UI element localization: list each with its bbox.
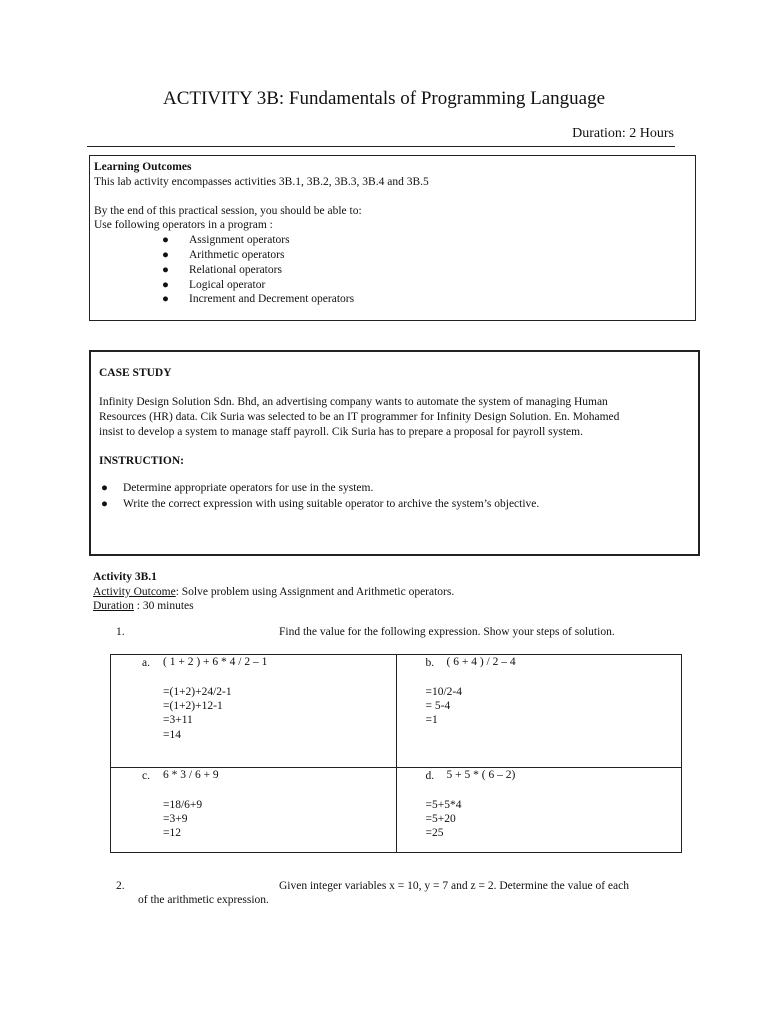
instruction-heading: INSTRUCTION: — [99, 455, 184, 467]
learning-outcomes-box — [89, 155, 696, 321]
bullet-icon: ● — [162, 278, 169, 291]
page-title: ACTIVITY 3B: Fundamentals of Programming Language — [162, 88, 606, 109]
bullet-icon: ● — [162, 234, 169, 247]
bullet-icon: ● — [162, 248, 169, 261]
learning-outcomes-heading: Learning Outcomes — [94, 161, 192, 173]
activity-heading: Activity 3B.1 — [93, 571, 157, 583]
bullet-icon: ● — [162, 263, 169, 276]
steps-c: =18/6+9 =3+9 =12 — [163, 799, 203, 840]
question-2-number: 2. — [116, 880, 125, 892]
steps-a: =(1+2)+24/2-1 =(1+2)+12-1 =3+11 =14 — [163, 686, 232, 741]
solution-cell-d: d. 5 + 5 * ( 6 – 2) =5+5*4 =5+20 =25 — [396, 768, 682, 853]
steps-d: =5+5*4 =5+20 =25 — [425, 799, 462, 840]
list-item: ● Determine appropriate operators for use in the system. — [101, 482, 374, 494]
operator-list — [94, 233, 691, 307]
activity-info — [93, 570, 454, 614]
question-1-number: 1. — [116, 626, 125, 638]
list-item: ● Arithmetic operators — [162, 248, 285, 261]
expression-d: 5 + 5 * ( 6 – 2) — [446, 769, 516, 781]
list-item: ● Write the correct expression with using suitable operator to archive the system’s objective. — [101, 498, 540, 510]
learning-outcomes-line3: Use following operators in a program : — [94, 219, 273, 232]
solution-cell-b: b. ( 6 + 4 ) / 2 – 4 =10/2-4 = 5-4 =1 — [396, 655, 682, 768]
duration-label: Duration: 2 Hours — [572, 126, 674, 141]
solution-table — [110, 654, 682, 853]
steps-b: =10/2-4 = 5-4 =1 — [425, 686, 463, 727]
bullet-icon: ● — [162, 293, 169, 306]
question-1-text: Find the value for the following expression. Show your steps of solution. — [279, 626, 615, 638]
solution-cell-c: c. 6 * 3 / 6 + 9 =18/6+9 =3+9 =12 — [111, 768, 397, 853]
case-study-paragraph: Infinity Design Solution Sdn. Bhd, an advertising company wants to automate the system of managing Human Resources (HR) data. Cik Suria was selected to be an IT programmer for Infinity Design Solution. En. Mohamed insist to develop a system to manage staff payroll. Cik Suria has to prepare a proposal for payroll system. — [99, 396, 620, 438]
solution-cell-a: a. ( 1 + 2 ) + 6 * 4 / 2 – 1 =(1+2)+24/2-1 =(1+2)+12-1 =3+11 =14 — [111, 655, 397, 768]
learning-outcomes-line2: By the end of this practical session, you should be able to: — [94, 204, 362, 217]
question-2-text-continued: of the arithmetic expression. — [138, 894, 269, 906]
title-divider — [87, 146, 675, 147]
list-item: ● Relational operators — [162, 263, 282, 276]
list-item: ● Logical operator — [162, 278, 266, 291]
case-study-box — [89, 350, 700, 556]
expression-c: 6 * 3 / 6 + 9 — [163, 769, 219, 781]
activity-outcome: Activity Outcome: Solve problem using Assignment and Arithmetic operators. — [93, 585, 455, 598]
bullet-icon: ● — [101, 498, 108, 510]
expression-b: ( 6 + 4 ) / 2 – 4 — [446, 656, 516, 668]
learning-outcomes-line1: This lab activity encompasses activities 3B.1, 3B.2, 3B.3, 3B.4 and 3B.5 — [94, 175, 429, 188]
expression-a: ( 1 + 2 ) + 6 * 4 / 2 – 1 — [163, 656, 268, 668]
activity-duration: Duration : 30 minutes — [93, 600, 194, 613]
bullet-icon: ● — [101, 482, 108, 494]
list-item: ● Increment and Decrement operators — [162, 293, 355, 306]
case-study-heading: CASE STUDY — [99, 367, 172, 379]
question-2-text: Given integer variables x = 10, y = 7 and z = 2. Determine the value of each — [279, 880, 629, 892]
instruction-list — [99, 481, 690, 512]
list-item: ● Assignment operators — [162, 234, 290, 247]
